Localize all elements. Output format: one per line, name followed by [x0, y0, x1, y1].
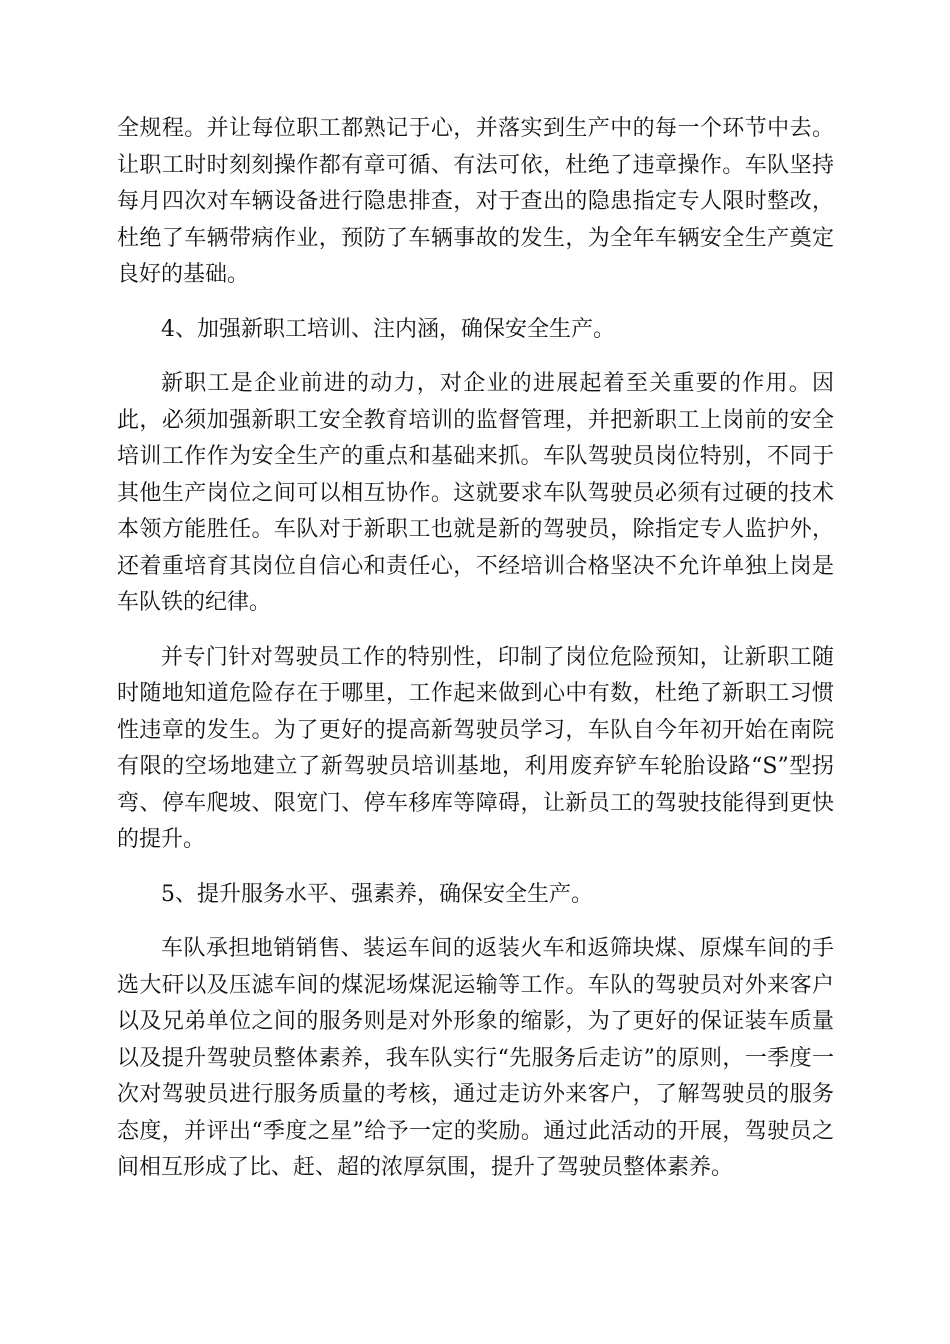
- document-page: [117, 111, 834, 1187]
- paragraph-service-quality: 车队承担地销销售、装运车间的返装火车和返筛块煤、原煤车间的手选大矸以及压滤车间的煤泥场煤泥运输等工作。车队的驾驶员对外来客户以及兄弟单位之间的服务则是对外形象的缩影，为了更好的保证装车质量以及提升驾驶员整体素养，我车队实行“先服务后走访”的原则，一季度一次对驾驶员进行服务质量的考核，通过走访外来客户，了解驾驶员的服务态度，并评出“季度之星”给予一定的奖励。通过此活动的开展，驾驶员之间相互形成了比、赶、超的浓厚氛围，提升了驾驶员整体素养。: [117, 936, 834, 1180]
- section-heading-4: 4、加强新职工培训、注内涵，确保安全生产。: [161, 316, 615, 342]
- paragraph-driver-training-base: 并专门针对驾驶员工作的特别性，印制了岗位危险预知，让新职工随时随地知道危险存在于哪里，工作起来做到心中有数，杜绝了新职工习惯性违章的发生。为了更好的提高新驾驶员学习，车队自今年初开始在南院有限的空场地建立了新驾驶员培训基地，利用废弃铲车轮胎设路“S”型拐弯、停车爬坡、限宽门、停车移库等障碍，让新员工的驾驶技能得到更快的提升。: [117, 644, 834, 852]
- paragraph-new-staff-training: 新职工是企业前进的动力，对企业的进展起着至关重要的作用。因此，必须加强新职工安全教育培训的监督管理，并把新职工上岗前的安全培训工作作为安全生产的重点和基础来抓。车队驾驶员岗位特别，不同于其他生产岗位之间可以相互协作。这就要求车队驾驶员必须有过硬的技术本领方能胜任。车队对于新职工也就是新的驾驶员，除指定专人监护外，还着重培育其岗位自信心和责任心，不经培训合格坚决不允许单独上岗是车队铁的纪律。: [117, 371, 834, 615]
- paragraph-safety-rules: 全规程。并让每位职工都熟记于心，并落实到生产中的每一个环节中去。让职工时时刻刻操作都有章可循、有法可依，杜绝了违章操作。车队坚持每月四次对车辆设备进行隐患排查，对于查出的隐患指定专人限时整改，杜绝了车辆带病作业，预防了车辆事故的发生，为全年车辆安全生产奠定良好的基础。: [117, 116, 834, 287]
- section-heading-5: 5、提升服务水平、强素养，确保安全生产。: [161, 881, 593, 907]
